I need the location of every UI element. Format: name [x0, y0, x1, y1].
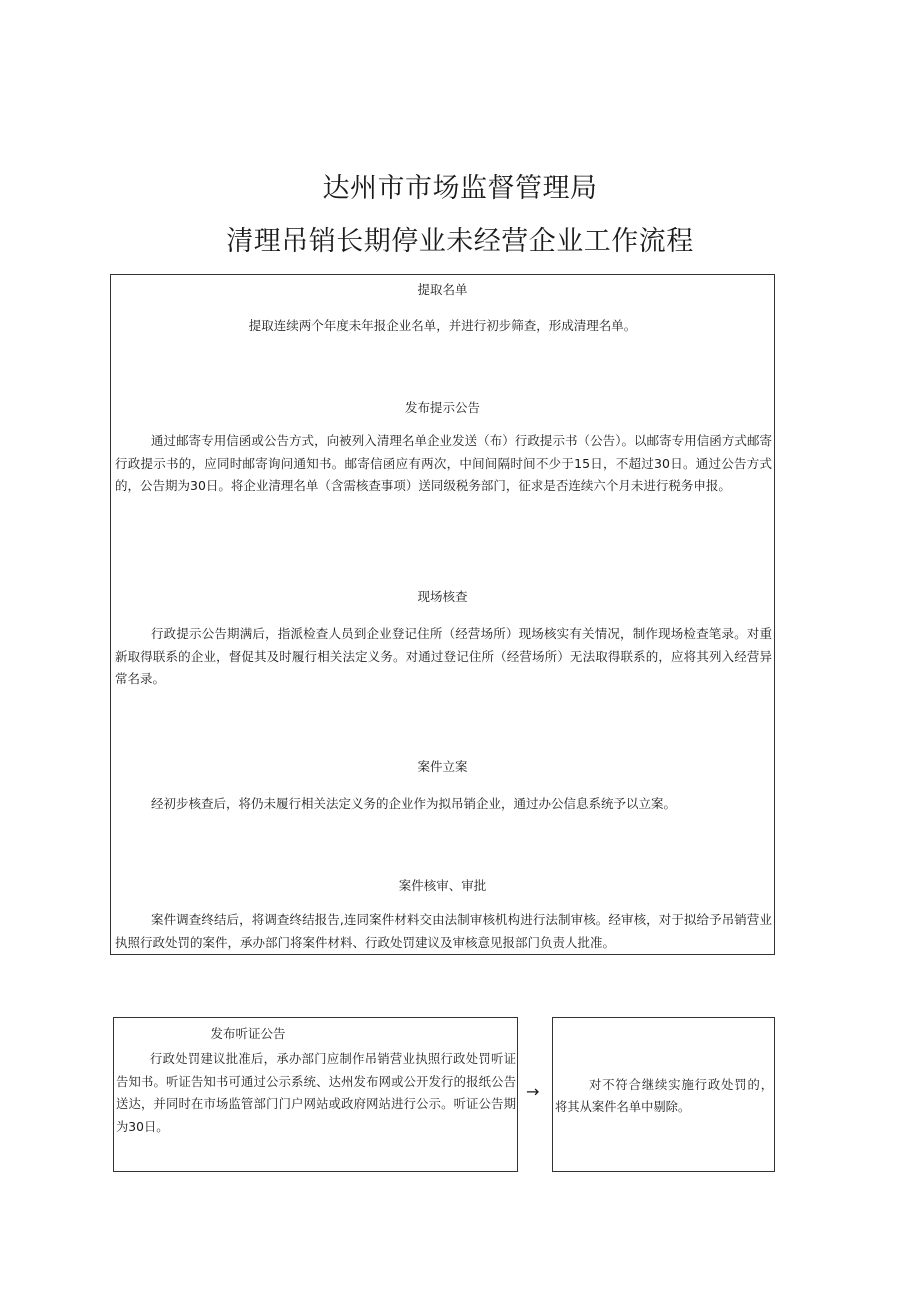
section-text-onsite-check: 行政提示公告期满后，指派检查人员到企业登记住所（经营场所）现场核实有关情况，制作现场检查笔录。对重新取得联系的企业，督促其及时履行相关法定义务。对通过登记住所（经营场所）无法取得联系的，应将其列入经营异常名录。: [115, 626, 772, 686]
section-title-case-review: 案件核审、审批: [398, 878, 487, 893]
hearing-notice-title: 发布听证公告: [210, 1026, 286, 1041]
section-text-reminder-notice: 通过邮寄专用信函或公告方式，向被列入清理名单企业发送（布）行政提示书（公告）。以邮寄专用信函方式邮寄行政提示书的，应同时邮寄询问通知书。邮寄信函应有两次，中间间隔时间不少于15日，不超过30日。通过公告方式的，公告期为30日。将企业清理名单（含需核查事项）送同级税务部门，征求是否连续六个月未进行税务申报。: [115, 433, 772, 493]
section-text-case-filing: 经初步核查后，将仍未履行相关法定义务的企业作为拟吊销企业，通过办公信息系统予以立案。: [151, 796, 677, 811]
workflow-main-box: [110, 274, 775, 955]
section-text-case-review: 案件调查终结后，将调查终结报告,连同案件材料交由法制审核机构进行法制审核。经审核，对于拟给予吊销营业执照行政处罚的案件，承办部门将案件材料、行政处罚建议及审核意见报部门负责人批准。: [115, 912, 772, 950]
hearing-notice-box: [113, 1017, 518, 1172]
removal-text: 对不符合继续实施行政处罚的，将其从案件名单中剔除。: [555, 1078, 773, 1114]
hearing-notice-text: 行政处罚建议批准后，承办部门应制作吊销营业执照行政处罚听证告知书。听证告知书可通过公示系统、达州发布网或公开发行的报纸公告送达，并同时在市场监管部门门户网站或政府网站进行公示。听证公告期为30日。: [116, 1052, 516, 1134]
section-title-extract-list: 提取名单: [417, 282, 468, 297]
section-text-extract-list: 提取连续两个年度未年报企业名单，并进行初步筛查，形成清理名单。: [248, 318, 637, 333]
section-title-onsite-check: 现场核查: [417, 589, 468, 604]
flow-arrow-icon: →: [526, 1082, 540, 1101]
section-title-case-filing: 案件立案: [417, 759, 468, 774]
removal-box: [552, 1017, 775, 1172]
page-title-line2: 清理吊销长期停业未经营企业工作流程: [226, 226, 694, 257]
page-title-line1: 达州市市场监督管理局: [322, 173, 598, 204]
section-title-reminder-notice: 发布提示公告: [404, 400, 480, 415]
